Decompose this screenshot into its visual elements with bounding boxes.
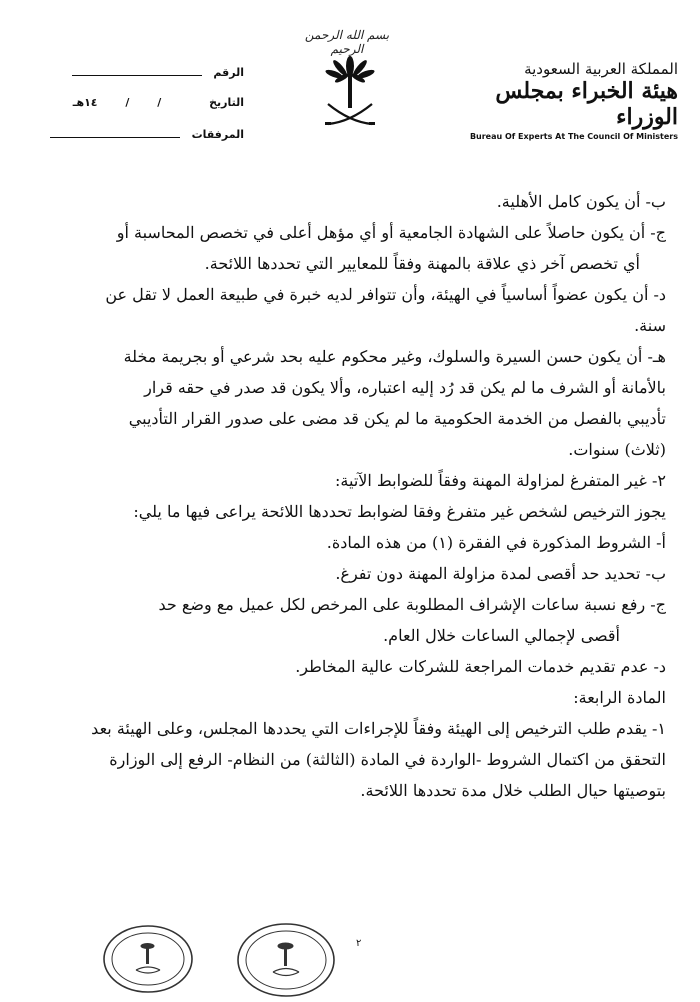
body-line: د- عدم تقديم خدمات المراجعة للشركات عالية المخاطر. xyxy=(295,657,666,676)
letter-meta xyxy=(24,66,244,146)
saudi-emblem-icon xyxy=(322,52,378,136)
body-line: بالأمانة أو الشرف ما لم يكن قد رُد إليه اعتباره، وألا يكون قد صدر في حقه قرار xyxy=(144,378,666,397)
org-name-en: Bureau Of Experts At The Council Of Ministers xyxy=(469,132,678,141)
document-body xyxy=(30,186,666,806)
date-label: التاريخ xyxy=(209,96,244,109)
body-line: ب- تحديد حد أقصى لمدة مزاولة المهنة دون تفرغ. xyxy=(335,564,666,583)
org-name-line2: هيئة الخبراء بمجلس الوزراء xyxy=(495,78,678,130)
body-line: يجوز الترخيص لشخص غير متفرغ وفقا لضوابط تحددها اللائحة يراعى فيها ما يلي: xyxy=(133,502,666,521)
body-line: أقصى لإجمالي الساعات خلال العام. xyxy=(383,626,620,645)
body-line: ٢- غير المتفرغ لمزاولة المهنة وفقاً للضوابط الآتية: xyxy=(335,471,666,490)
body-line: بتوصيتها حيال الطلب خلال مدة تحددها اللائحة. xyxy=(360,781,666,800)
org-name-line1: المملكة العربية السعودية xyxy=(524,60,678,78)
body-line: المادة الرابعة: xyxy=(573,688,666,707)
organization-header xyxy=(438,60,678,141)
basmala: بسم الله الرحمن الرحيم xyxy=(304,28,390,56)
body-line: ج- أن يكون حاصلاً على الشهادة الجامعية أو أي مؤهل أعلى في تخصص المحاسبة أو xyxy=(116,223,666,242)
body-line: أي تخصص آخر ذي علاقة بالمهنة وفقاً للمعايير التي تحددها اللائحة. xyxy=(204,254,640,273)
number-label: الرقم xyxy=(213,66,244,79)
body-line: د- أن يكون عضواً أساسياً في الهيئة، وأن تتوافر لديه خبرة في طبيعة العمل لا تقل عن xyxy=(105,285,666,304)
body-line: ج- رفع نسبة ساعات الإشراف المطلوبة على المرخص لكل عميل مع وضع حد xyxy=(158,595,666,614)
page-number: ٢ xyxy=(356,938,362,949)
body-line: سنة. xyxy=(634,316,666,335)
date-value: / / ١٤هـ xyxy=(72,96,162,109)
body-line: ب- أن يكون كامل الأهلية. xyxy=(496,192,666,211)
seal-stamp-right xyxy=(236,922,336,1002)
body-line: هـ- أن يكون حسن السيرة والسلوك، وغير محكوم عليه بحد شرعي أو بجريمة مخلة xyxy=(123,347,666,366)
body-line: ١- يقدم طلب الترخيص إلى الهيئة وفقاً للإجراءات التي يحددها المجلس، وعلى الهيئة بعد xyxy=(91,719,666,738)
attachments-label: المرفقات xyxy=(191,128,244,141)
body-line: التحقق من اكتمال الشروط -الواردة في المادة (الثالثة) من النظام- الرفع إلى الوزارة xyxy=(109,750,666,769)
seal-stamp-left xyxy=(102,924,194,998)
body-line: تأديبي بالفصل من الخدمة الحكومية ما لم يكن قد مضى على صدور القرار التأديبي xyxy=(128,409,666,428)
body-line: أ- الشروط المذكورة في الفقرة (١) من هذه المادة. xyxy=(326,533,666,552)
body-line: (ثلاث) سنوات. xyxy=(568,440,666,459)
